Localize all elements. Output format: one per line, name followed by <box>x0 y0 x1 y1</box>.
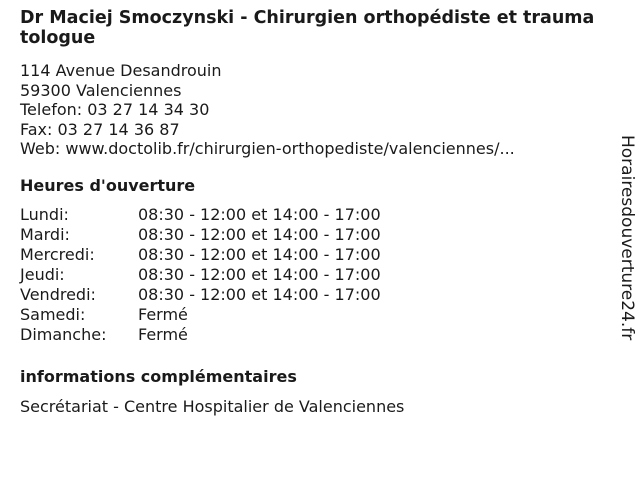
hours-time: 08:30 - 12:00 et 14:00 - 17:00 <box>138 284 381 304</box>
hours-heading: Heures d'ouverture <box>20 175 196 195</box>
hours-time: Fermé <box>138 304 188 324</box>
hours-time: Fermé <box>138 324 188 344</box>
info-text: Secrétariat - Centre Hospitalier de Valenciennes <box>20 396 405 416</box>
hours-table <box>20 205 600 345</box>
hours-row-thursday <box>20 265 600 285</box>
website-link[interactable]: Web: www.doctolib.fr/chirurgien-orthopediste/valenciennes/... <box>20 139 515 159</box>
hours-time: 08:30 - 12:00 et 14:00 - 17:00 <box>138 264 381 284</box>
hours-day: Mercredi: <box>20 244 95 264</box>
fax-number: Fax: 03 27 14 36 87 <box>20 119 180 139</box>
hours-row-saturday <box>20 305 600 325</box>
business-card <box>20 8 600 417</box>
hours-day: Dimanche: <box>20 324 107 344</box>
hours-day: Mardi: <box>20 224 70 244</box>
brand-watermark: Horairesdouverture24.fr <box>617 135 637 341</box>
hours-row-sunday <box>20 325 600 345</box>
hours-day: Lundi: <box>20 204 69 224</box>
info-heading: informations complémentaires <box>20 366 297 386</box>
hours-time: 08:30 - 12:00 et 14:00 - 17:00 <box>138 224 381 244</box>
contact-block <box>20 61 600 159</box>
hours-day: Jeudi: <box>20 264 65 284</box>
business-title: Dr Maciej Smoczynski - Chirurgien orthopédiste et traumatologue <box>20 8 595 48</box>
hours-time: 08:30 - 12:00 et 14:00 - 17:00 <box>138 244 381 264</box>
hours-time: 08:30 - 12:00 et 14:00 - 17:00 <box>138 204 381 224</box>
address-city: 59300 Valenciennes <box>20 80 182 100</box>
hours-row-monday <box>20 205 600 225</box>
address-street: 114 Avenue Desandrouin <box>20 61 222 80</box>
hours-row-tuesday <box>20 225 600 245</box>
hours-day: Vendredi: <box>20 284 96 304</box>
hours-day: Samedi: <box>20 304 86 324</box>
hours-row-wednesday <box>20 245 600 265</box>
hours-row-friday <box>20 285 600 305</box>
phone-number: Telefon: 03 27 14 34 30 <box>20 100 210 120</box>
